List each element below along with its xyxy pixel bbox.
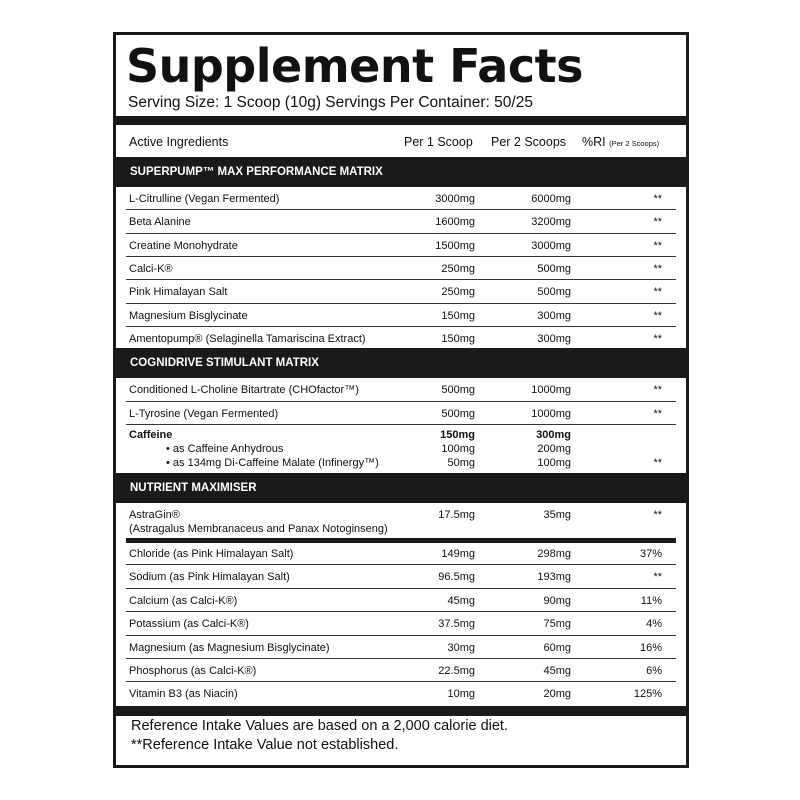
per-1-scoop-value: 149mg bbox=[441, 548, 475, 560]
bottom-thick-divider bbox=[116, 706, 686, 716]
caffeine-sub2-per1: 50mg bbox=[447, 457, 475, 469]
caffeine-per1: 150mg bbox=[440, 429, 475, 441]
ingredient-name: Chloride (as Pink Himalayan Salt) bbox=[129, 548, 294, 560]
per-1-scoop-value: 500mg bbox=[441, 407, 475, 420]
per-1-scoop-value: 1500mg bbox=[435, 239, 475, 252]
per-2-scoops-value: 90mg bbox=[543, 594, 571, 607]
per-2-scoops-value: 500mg bbox=[537, 286, 571, 299]
table-row bbox=[116, 565, 686, 588]
footnote-reference-intake: Reference Intake Values are based on a 2,000 calorie diet. bbox=[131, 718, 508, 734]
ri-value: ** bbox=[653, 309, 662, 322]
thick-divider bbox=[116, 116, 686, 125]
ingredient-name: Conditioned L-Choline Bitartrate (CHOfactor™) bbox=[129, 384, 359, 396]
per-1-scoop-value: 22.5mg bbox=[438, 665, 475, 677]
per-2-scoops-value: 60mg bbox=[543, 641, 571, 654]
ingredient-name: Amentopump® (Selaginella Tamariscina Extract) bbox=[129, 332, 366, 345]
table-row bbox=[116, 280, 686, 303]
section-nutrient: NUTRIENT MAXIMISER bbox=[116, 473, 686, 503]
per-2-scoops-value: 300mg bbox=[537, 332, 571, 345]
section-cognidrive: COGNIDRIVE STIMULANT MATRIX bbox=[116, 348, 686, 378]
col-ri-note: (Per 2 Scoops) bbox=[609, 139, 660, 148]
ri-value: ** bbox=[653, 407, 662, 420]
per-1-scoop-value: 150mg bbox=[441, 309, 475, 322]
ingredient-name: Beta Alanine bbox=[129, 216, 191, 229]
caffeine-sub2-per2: 100mg bbox=[537, 457, 571, 469]
per-1-scoop-value: 250mg bbox=[441, 286, 475, 299]
ingredient-name: Magnesium Bisglycinate bbox=[129, 309, 248, 322]
footnote-not-established: **Reference Intake Value not established. bbox=[131, 737, 399, 753]
per-2-scoops-value: 1000mg bbox=[531, 384, 571, 396]
per-1-scoop-value: 45mg bbox=[447, 594, 475, 607]
ri-value: ** bbox=[653, 239, 662, 252]
table-row bbox=[116, 682, 686, 705]
caffeine-block bbox=[116, 427, 686, 475]
ri-value: 4% bbox=[646, 618, 662, 631]
ingredient-name: Vitamin B3 (as Niacin) bbox=[129, 688, 238, 701]
per-2-scoops-value: 3000mg bbox=[531, 239, 571, 252]
per-2-scoops-value: 45mg bbox=[543, 665, 571, 677]
table-row bbox=[116, 257, 686, 280]
caffeine-sub2-ri: ** bbox=[653, 457, 662, 469]
ri-value: ** bbox=[653, 286, 662, 299]
ri-value: ** bbox=[653, 571, 662, 584]
ingredient-name: Calcium (as Calci-K®) bbox=[129, 594, 238, 607]
table-row bbox=[116, 589, 686, 612]
ri-value: ** bbox=[653, 262, 662, 275]
caffeine-per2: 300mg bbox=[536, 429, 571, 441]
astragin-block bbox=[116, 506, 686, 536]
ingredient-name: Phosphorus (as Calci-K®) bbox=[129, 665, 257, 677]
per-2-scoops-value: 6000mg bbox=[531, 193, 571, 205]
ingredient-name: Magnesium (as Magnesium Bisglycinate) bbox=[129, 641, 330, 654]
caffeine-sub1-name: • as Caffeine Anhydrous bbox=[166, 443, 284, 455]
ri-value: ** bbox=[653, 384, 662, 396]
table-row bbox=[116, 378, 686, 401]
ri-value: 6% bbox=[646, 665, 662, 677]
ri-value: 125% bbox=[633, 688, 662, 701]
ri-value: ** bbox=[653, 216, 662, 229]
per-2-scoops-value: 20mg bbox=[543, 688, 571, 701]
ingredient-name: L-Citrulline (Vegan Fermented) bbox=[129, 193, 280, 205]
per-2-scoops-value: 3200mg bbox=[531, 216, 571, 229]
ingredient-name: L-Tyrosine (Vegan Fermented) bbox=[129, 407, 279, 420]
astragin-per2: 35mg bbox=[543, 509, 571, 521]
per-2-scoops-value: 75mg bbox=[543, 618, 571, 631]
table-row bbox=[116, 636, 686, 659]
col-ri bbox=[582, 134, 659, 152]
ingredient-name: Sodium (as Pink Himalayan Salt) bbox=[129, 571, 290, 584]
serving-info: Serving Size: 1 Scoop (10g) Servings Per Container: 50/25 bbox=[128, 94, 533, 111]
table-row bbox=[116, 402, 686, 425]
ingredient-name: Potassium (as Calci-K®) bbox=[129, 618, 249, 631]
per-2-scoops-value: 298mg bbox=[537, 548, 571, 560]
per-1-scoop-value: 150mg bbox=[441, 332, 475, 345]
per-1-scoop-value: 500mg bbox=[441, 384, 475, 396]
astragin-ri: ** bbox=[653, 509, 662, 521]
ingredient-name: Pink Himalayan Salt bbox=[129, 286, 228, 299]
per-1-scoop-value: 30mg bbox=[447, 641, 475, 654]
per-2-scoops-value: 300mg bbox=[537, 309, 571, 322]
astragin-per1: 17.5mg bbox=[438, 509, 475, 521]
ri-value: 11% bbox=[640, 594, 662, 607]
per-1-scoop-value: 3000mg bbox=[435, 193, 475, 205]
ingredient-name: Calci-K® bbox=[129, 262, 173, 275]
astragin-name: AstraGin® bbox=[129, 509, 180, 521]
table-row bbox=[116, 304, 686, 327]
col-active-ingredients: Active Ingredients bbox=[129, 135, 229, 149]
panel-title: Supplement Facts bbox=[126, 39, 583, 93]
per-1-scoop-value: 1600mg bbox=[435, 216, 475, 229]
per-2-scoops-value: 500mg bbox=[537, 262, 571, 275]
per-2-scoops-value: 1000mg bbox=[531, 407, 571, 420]
ingredient-name: Creatine Monohydrate bbox=[129, 239, 238, 252]
col-per-1-scoop: Per 1 Scoop bbox=[404, 135, 473, 149]
caffeine-sub2-name: • as 134mg Di-Caffeine Malate (Infinergy™) bbox=[166, 457, 379, 469]
per-1-scoop-value: 250mg bbox=[441, 262, 475, 275]
per-1-scoop-value: 37.5mg bbox=[438, 618, 475, 631]
table-row bbox=[116, 542, 686, 565]
table-row bbox=[116, 327, 686, 350]
supplement-facts-panel bbox=[113, 32, 689, 768]
table-row bbox=[116, 210, 686, 233]
table-row bbox=[116, 234, 686, 257]
per-1-scoop-value: 10mg bbox=[447, 688, 475, 701]
ri-value: 37% bbox=[639, 548, 662, 560]
ri-value: ** bbox=[653, 193, 662, 205]
caffeine-name: Caffeine bbox=[129, 429, 173, 441]
row-divider bbox=[126, 424, 676, 425]
caffeine-sub1-per2: 200mg bbox=[537, 443, 571, 455]
col-ri-label: %RI bbox=[582, 135, 606, 149]
astragin-name-detail: (Astragalus Membranaceus and Panax Notoginseng) bbox=[129, 523, 388, 535]
per-2-scoops-value: 193mg bbox=[537, 571, 571, 584]
per-1-scoop-value: 96.5mg bbox=[438, 571, 475, 584]
table-row bbox=[116, 659, 686, 682]
table-row bbox=[116, 187, 686, 210]
col-per-2-scoops: Per 2 Scoops bbox=[491, 135, 567, 149]
section-superpump: SUPERPUMP™ MAX PERFORMANCE MATRIX bbox=[116, 157, 686, 187]
table-row bbox=[116, 612, 686, 635]
ri-value: 16% bbox=[639, 641, 662, 654]
caffeine-sub1-per1: 100mg bbox=[441, 443, 475, 455]
ri-value: ** bbox=[653, 332, 662, 345]
